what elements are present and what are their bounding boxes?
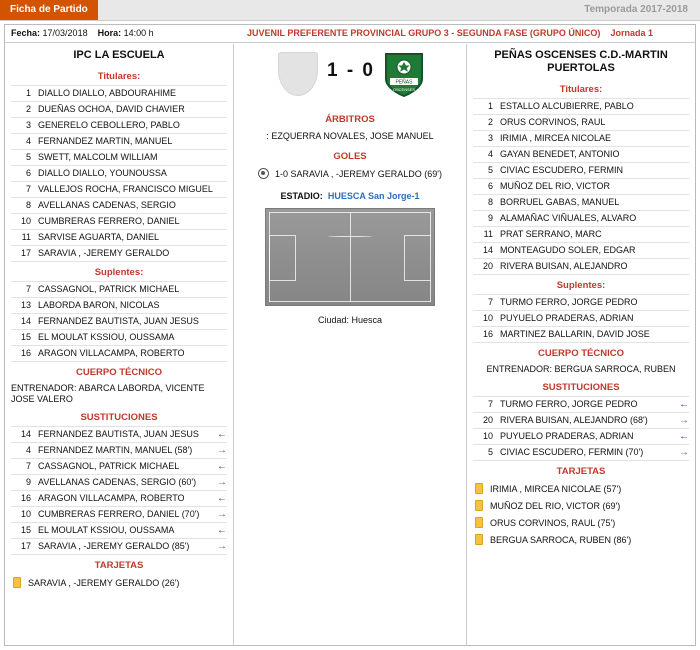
sub-in-arrow-icon: → <box>679 414 689 426</box>
player-name: SARAVIA , -JEREMY GERALDO (85') <box>38 540 190 551</box>
table-row <box>473 242 689 258</box>
player-number: 14 <box>482 244 493 255</box>
date-label: Fecha: <box>11 28 41 38</box>
player-name: ALAMAÑAC VIÑUALES, ALVARO <box>500 212 637 223</box>
yellow-card-icon <box>475 517 483 528</box>
table-row <box>11 197 227 213</box>
player-name: MARTINEZ BALLARIN, DAVID JOSE <box>500 328 650 339</box>
table-row <box>473 178 689 194</box>
player-number: 6 <box>25 167 31 178</box>
home-coach: ENTRENADOR: ABARCA LABORDA, VICENTE JOSE VALERO <box>11 383 205 404</box>
player-name: CASSAGNOL, PATRICK MICHAEL <box>38 283 180 294</box>
player-number: 1 <box>25 87 31 98</box>
table-row <box>473 497 689 514</box>
player-number: 11 <box>483 228 493 239</box>
player-number: 3 <box>25 119 31 130</box>
table-row <box>11 165 227 181</box>
player-number: 4 <box>25 135 31 146</box>
player-name: IRIMIA , MIRCEA NICOLAE (57') <box>490 483 622 494</box>
table-row <box>473 114 689 130</box>
player-number: 2 <box>487 116 493 127</box>
player-name: FERNANDEZ MARTIN, MANUEL (58') <box>38 444 193 455</box>
goal-entry <box>234 166 466 181</box>
sub-in-arrow-icon: → <box>217 444 227 456</box>
table-row <box>11 506 227 522</box>
table-row <box>473 412 689 428</box>
sub-out-arrow-icon: ← <box>217 524 227 536</box>
goals-title: GOLES <box>333 151 367 162</box>
player-name: SARAVIA , -JEREMY GERALDO <box>38 247 170 258</box>
player-name: ARAGON VILLACAMPA, ROBERTO <box>38 347 185 358</box>
away-starters-title: Titulares: <box>559 84 603 95</box>
table-row <box>473 194 689 210</box>
player-number: 7 <box>25 460 31 471</box>
player-name: RIVERA BUISAN, ALEJANDRO <box>500 260 628 271</box>
svg-text:OSCENSES: OSCENSES <box>392 87 416 92</box>
player-number: 10 <box>482 312 493 323</box>
away-staff-title: CUERPO TÉCNICO <box>537 348 625 359</box>
player-number: 20 <box>482 414 493 425</box>
table-row <box>11 442 227 458</box>
player-name: DIALLO DIALLO, ABDOURAHIME <box>38 87 177 98</box>
time-label: Hora: <box>97 28 122 38</box>
table-row <box>11 313 227 329</box>
home-staff-title: CUERPO TÉCNICO <box>75 367 163 378</box>
table-row <box>11 345 227 362</box>
away-substitutions-title: SUSTITUCIONES <box>542 382 620 393</box>
match-center-column <box>233 44 467 646</box>
player-number: 16 <box>482 328 493 339</box>
city-value: Huesca <box>351 315 383 325</box>
match-frame <box>4 24 696 646</box>
referees-title: ÁRBITROS <box>325 114 375 125</box>
player-name: BORRUEL GABAS, MANUEL <box>500 196 620 207</box>
player-number: 15 <box>20 331 31 342</box>
player-number: 15 <box>20 524 31 535</box>
home-starters-list <box>11 85 227 262</box>
away-starters-list <box>473 98 689 275</box>
player-number: 4 <box>25 444 31 455</box>
player-name: PRAT SERRANO, MARC <box>500 228 602 239</box>
player-number: 5 <box>487 164 493 175</box>
player-name: PUYUELO PRADERAS, ADRIAN <box>500 430 634 441</box>
stadium-link[interactable]: HUESCA San Jorge-1 <box>327 191 420 201</box>
table-row <box>11 474 227 490</box>
player-name: VALLEJOS ROCHA, FRANCISCO MIGUEL <box>38 183 213 194</box>
player-name: BERGUA SARROCA, RUBEN (86') <box>490 534 632 545</box>
player-number: 7 <box>25 283 31 294</box>
player-name: AVELLANAS CADENAS, SERGIO (60') <box>38 476 197 487</box>
match-datetime <box>11 28 154 38</box>
away-substitutions-list <box>473 396 689 461</box>
table-row <box>11 297 227 313</box>
player-number: 14 <box>20 315 31 326</box>
table-row <box>11 574 227 591</box>
table-row <box>11 329 227 345</box>
player-number: 10 <box>20 508 31 519</box>
sub-out-arrow-icon: ← <box>217 492 227 504</box>
player-name: ORUS CORVINOS, RAUL (75') <box>490 517 616 528</box>
player-number: 16 <box>20 492 31 503</box>
player-number: 13 <box>20 299 31 310</box>
yellow-card-icon <box>475 500 483 511</box>
player-name: FERNANDEZ BAUTISTA, JUAN JESUS <box>38 315 199 326</box>
player-name: TURMO FERRO, JORGE PEDRO <box>500 296 638 307</box>
season-label: Temporada 2017-2018 <box>584 4 688 15</box>
match-info-row <box>5 25 695 43</box>
home-cards-title: TARJETAS <box>94 560 144 571</box>
table-row <box>473 531 689 548</box>
player-number: 14 <box>20 428 31 439</box>
player-name: FERNANDEZ BAUTISTA, JUAN JESUS <box>38 428 199 439</box>
player-number: 20 <box>482 260 493 271</box>
player-number: 3 <box>487 132 493 143</box>
player-name: SARAVIA , -JEREMY GERALDO (26') <box>28 577 180 588</box>
player-number: 7 <box>487 296 493 307</box>
away-team-name: PEÑAS OSCENSES C.D.-MARTIN PUERTOLAS <box>494 49 668 74</box>
table-row <box>11 281 227 297</box>
sub-in-arrow-icon: → <box>217 476 227 488</box>
table-row <box>11 490 227 506</box>
away-subs-title: Suplentes: <box>556 280 606 291</box>
home-team-name: IPC LA ESCUELA <box>73 49 165 61</box>
table-row <box>11 101 227 117</box>
away-cards-title: TARJETAS <box>556 466 606 477</box>
player-number: 17 <box>20 247 31 258</box>
player-number: 9 <box>487 212 493 223</box>
player-name: CASSAGNOL, PATRICK MICHAEL <box>38 460 180 471</box>
player-name: IRIMIA , MIRCEA NICOLAE <box>500 132 612 143</box>
home-substitutions-list <box>11 426 227 555</box>
table-row <box>473 258 689 275</box>
table-row <box>473 130 689 146</box>
player-number: 9 <box>25 476 31 487</box>
player-name: SWETT, MALCOLM WILLIAM <box>38 151 158 162</box>
player-number: 11 <box>21 231 31 242</box>
player-name: CIVIAC ESCUDERO, FERMIN (70') <box>500 446 644 457</box>
player-name: ARAGON VILLACAMPA, ROBERTO <box>38 492 185 503</box>
table-row <box>473 396 689 412</box>
stadium-line <box>234 191 466 201</box>
player-name: SARVISE AGUARTA, DANIEL <box>38 231 160 242</box>
table-row <box>11 426 227 442</box>
page-title: Ficha de Partido <box>0 0 98 20</box>
referee-name: : EZQUERRA NOVALES, JOSE MANUEL <box>266 131 434 141</box>
table-row <box>11 133 227 149</box>
sub-in-arrow-icon: → <box>679 446 689 458</box>
player-number: 5 <box>25 151 31 162</box>
time-value: 14:00 h <box>123 28 154 38</box>
away-team-column <box>467 44 695 646</box>
player-number: 8 <box>487 196 493 207</box>
player-number: 10 <box>482 430 493 441</box>
table-row <box>11 538 227 555</box>
table-row <box>11 213 227 229</box>
player-number: 16 <box>20 347 31 358</box>
table-row <box>473 146 689 162</box>
player-number: 10 <box>20 215 31 226</box>
player-name: TURMO FERRO, JORGE PEDRO <box>500 398 638 409</box>
scoreboard <box>234 50 466 106</box>
table-row <box>473 226 689 242</box>
table-row <box>11 458 227 474</box>
player-name: DUEÑAS OCHOA, DAVID CHAVIER <box>38 103 185 114</box>
table-row <box>11 149 227 165</box>
player-name: FERNANDEZ MARTIN, MANUEL <box>38 135 173 146</box>
table-row <box>11 85 227 101</box>
score-value: 1 - 0 <box>326 60 376 81</box>
city-label: Ciudad: <box>317 315 349 325</box>
player-name: GAYAN BENEDET, ANTONIO <box>500 148 620 159</box>
home-team-column <box>5 44 233 646</box>
table-row <box>473 514 689 531</box>
player-name: EL MOULAT KSSIOU, OUSSAMA <box>38 331 175 342</box>
home-subs-list <box>11 281 227 362</box>
table-row <box>11 117 227 133</box>
player-name: CUMBRERAS FERRERO, DANIEL <box>38 215 180 226</box>
table-row <box>11 181 227 197</box>
ball-icon <box>258 168 269 179</box>
sub-in-arrow-icon: → <box>217 540 227 552</box>
sub-out-arrow-icon: ← <box>679 398 689 410</box>
table-row <box>473 310 689 326</box>
player-number: 17 <box>20 540 31 551</box>
table-row <box>11 229 227 245</box>
table-row <box>473 428 689 444</box>
date-value: 17/03/2018 <box>42 28 88 38</box>
player-number: 6 <box>487 180 493 191</box>
away-coach: ENTRENADOR: BERGUA SARROCA, RUBEN <box>486 364 676 374</box>
player-number: 4 <box>487 148 493 159</box>
away-cards-list <box>473 480 689 548</box>
away-subs-list <box>473 294 689 343</box>
player-name: CIVIAC ESCUDERO, FERMIN <box>500 164 624 175</box>
table-row <box>473 98 689 114</box>
table-row <box>473 162 689 178</box>
sub-out-arrow-icon: ← <box>217 460 227 472</box>
yellow-card-icon <box>475 534 483 545</box>
player-name: AVELLANAS CADENAS, SERGIO <box>38 199 176 210</box>
player-name: MUÑOZ DEL RIO, VICTOR (69') <box>490 500 621 511</box>
sub-out-arrow-icon: ← <box>679 430 689 442</box>
player-name: DIALLO DIALLO, YOUNOUSSA <box>38 167 167 178</box>
matchday-label: Jornada 1 <box>610 28 653 38</box>
player-name: GENERELO CEBOLLERO, PABLO <box>38 119 180 130</box>
stadium-label: ESTADIO: <box>280 191 323 201</box>
away-crest <box>382 50 426 100</box>
table-row <box>473 326 689 343</box>
city-line <box>234 315 466 325</box>
table-row <box>473 210 689 226</box>
home-cards-list <box>11 574 227 591</box>
player-number: 8 <box>25 199 31 210</box>
player-number: 7 <box>487 398 493 409</box>
table-row <box>473 444 689 461</box>
yellow-card-icon <box>475 483 483 494</box>
table-row <box>11 245 227 262</box>
player-name: MONTEAGUDO SOLER, EDGAR <box>500 244 636 255</box>
pitch-image <box>265 208 435 306</box>
player-number: 7 <box>25 183 31 194</box>
player-name: ORUS CORVINOS, RAUL <box>500 116 606 127</box>
away-crest-icon <box>383 51 425 99</box>
sub-out-arrow-icon: ← <box>217 428 227 440</box>
home-substitutions-title: SUSTITUCIONES <box>80 412 158 423</box>
yellow-card-icon <box>13 577 21 588</box>
player-name: CUMBRERAS FERRERO, DANIEL (70') <box>38 508 200 519</box>
goal-text: 1-0 SARAVIA , -JEREMY GERALDO (69') <box>275 168 442 179</box>
home-starters-title: Titulares: <box>97 71 141 82</box>
table-row <box>11 522 227 538</box>
player-number: 5 <box>487 446 493 457</box>
home-subs-title: Suplentes: <box>94 267 144 278</box>
table-row <box>473 294 689 310</box>
player-name: PUYUELO PRADERAS, ADRIAN <box>500 312 634 323</box>
player-name: RIVERA BUISAN, ALEJANDRO (68') <box>500 414 648 425</box>
player-number: 2 <box>25 103 31 114</box>
svg-text:PEÑAS: PEÑAS <box>395 79 413 86</box>
competition-info <box>210 28 690 38</box>
table-row <box>473 480 689 497</box>
top-header-bar <box>0 0 700 21</box>
player-name: MUÑOZ DEL RIO, VICTOR <box>500 180 611 191</box>
player-name: LABORDA BARON, NICOLAS <box>38 299 160 310</box>
player-number: 1 <box>487 100 493 111</box>
player-name: EL MOULAT KSSIOU, OUSSAMA <box>38 524 175 535</box>
sub-in-arrow-icon: → <box>217 508 227 520</box>
competition-name: JUVENIL PREFERENTE PROVINCIAL GRUPO 3 - SEGUNDA FASE (GRUPO ÚNICO) <box>247 28 601 38</box>
player-name: ESTALLO ALCUBIERRE, PABLO <box>500 100 634 111</box>
